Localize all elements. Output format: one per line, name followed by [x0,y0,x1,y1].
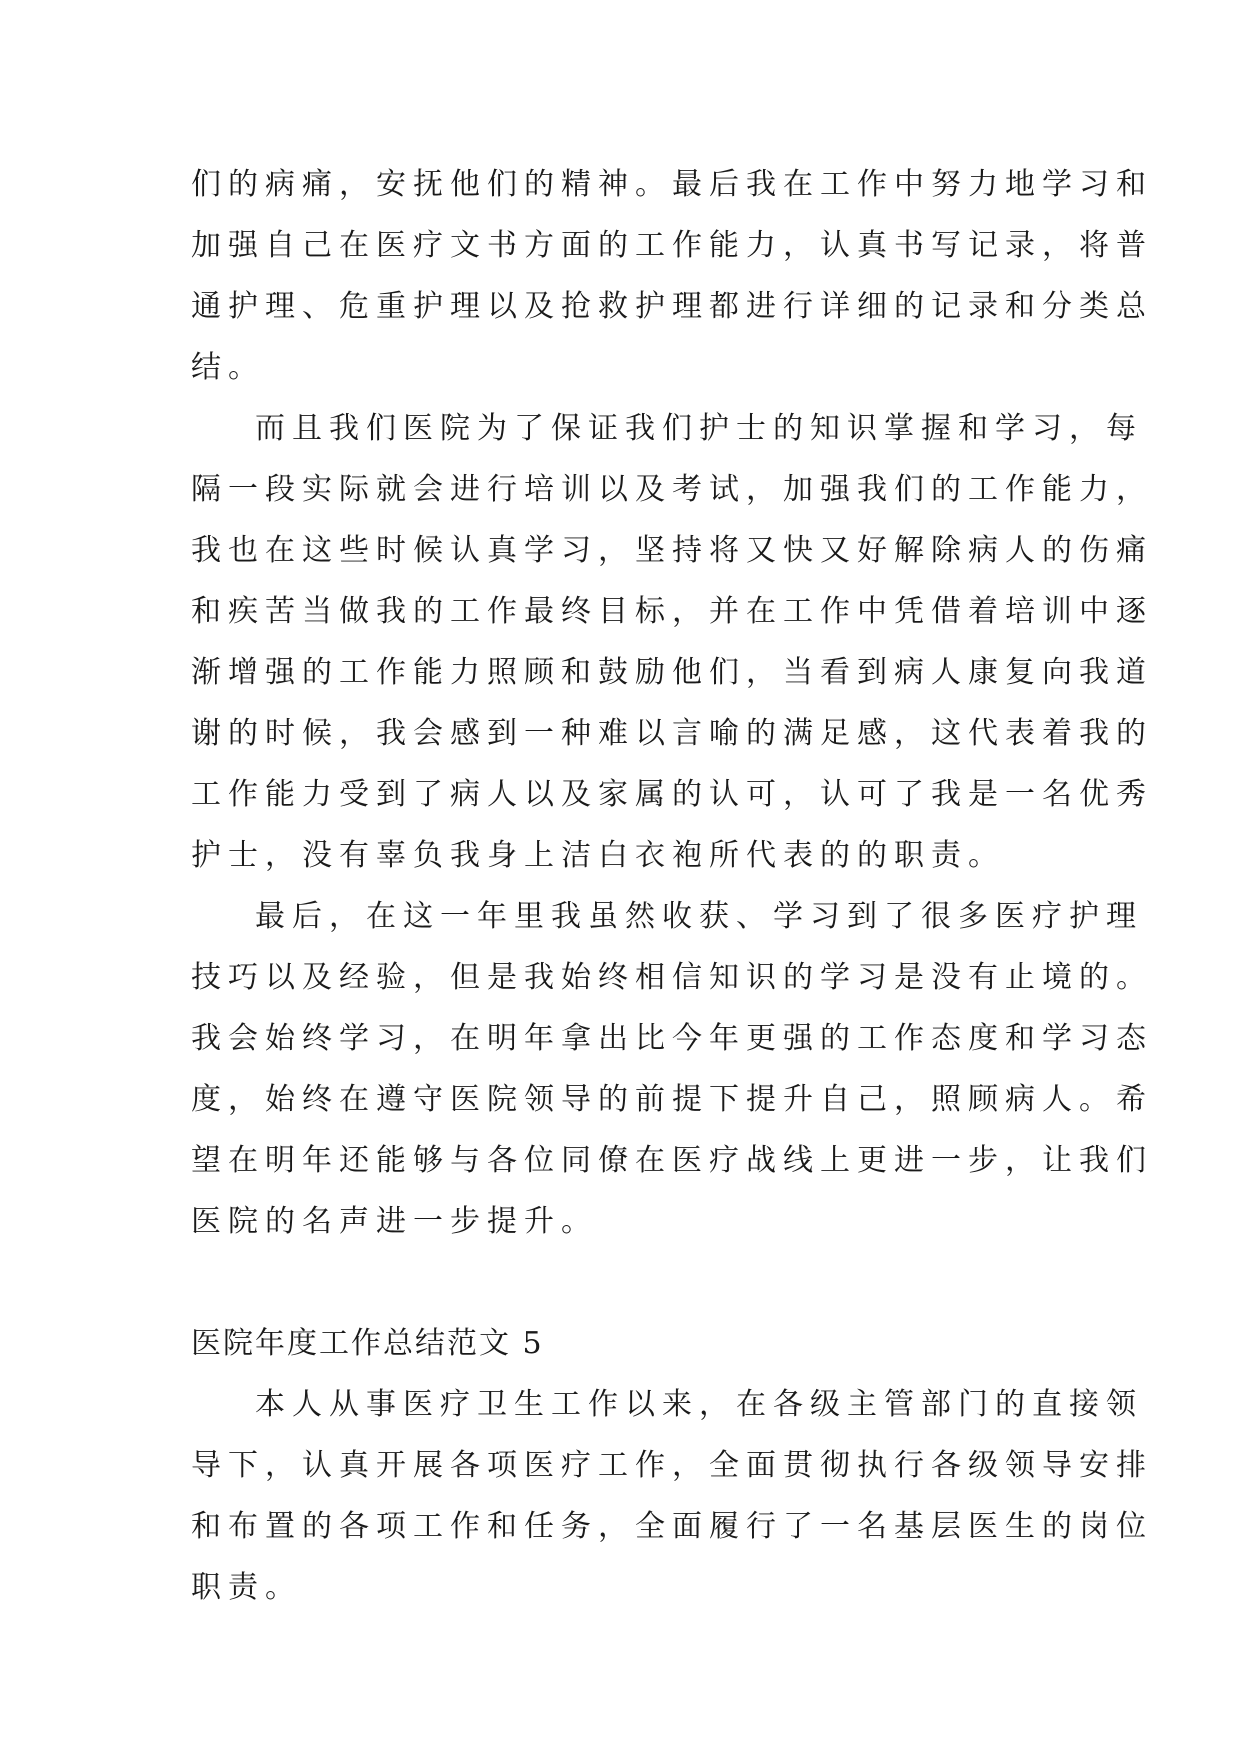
text-line: 我会始终学习，在明年拿出比今年更强的工作态度和学习态 [191,1021,1153,1056]
text-line: 通护理、危重护理以及抢救护理都进行详细的记录和分类总 [191,289,1153,324]
section-spacer [191,1252,1061,1313]
text-line: 护士，没有辜负我身上洁白衣袍所代表的的职责。 [191,838,1005,873]
text-line: 们的病痛，安抚他们的精神。最后我在工作中努力地学习和 [191,167,1153,202]
text-line: 最后，在这一年里我虽然收获、学习到了很多医疗护理 [255,899,1143,934]
paragraph-1 [191,154,1153,398]
text-line: 加强自己在医疗文书方面的工作能力，认真书写记录，将普 [191,228,1153,263]
text-line: 和布置的各项工作和任务，全面履行了一名基层医生的岗位 [191,1509,1153,1544]
text-line: 技巧以及经验，但是我始终相信知识的学习是没有止境的。 [191,960,1153,995]
paragraph-2 [191,398,1153,886]
text-line: 而且我们医院为了保证我们护士的知识掌握和学习，每 [255,411,1143,446]
text-line: 职责。 [191,1570,302,1605]
text-line: 工作能力受到了病人以及家属的认可，认可了我是一名优秀 [191,777,1153,812]
document-body [191,154,1153,1618]
paragraph-4 [191,1374,1153,1618]
text-line: 导下，认真开展各项医疗工作，全面贯彻执行各级领导安排 [191,1448,1153,1483]
paragraph-3 [191,886,1153,1252]
text-line: 度，始终在遵守医院领导的前提下提升自己，照顾病人。希 [191,1082,1153,1117]
text-line: 渐增强的工作能力照顾和鼓励他们，当看到病人康复向我道 [191,655,1153,690]
text-line: 我也在这些时候认真学习，坚持将又快又好解除病人的伤痛 [191,533,1153,568]
section-heading: 医院年度工作总结范文 5 [191,1326,544,1361]
text-line: 医院的名声进一步提升。 [191,1204,598,1239]
text-line: 望在明年还能够与各位同僚在医疗战线上更进一步，让我们 [191,1143,1153,1178]
text-line: 结。 [191,350,265,385]
text-line: 隔一段实际就会进行培训以及考试，加强我们的工作能力， [191,472,1153,507]
text-line: 和疾苦当做我的工作最终目标，并在工作中凭借着培训中逐 [191,594,1153,629]
text-line: 本人从事医疗卫生工作以来，在各级主管部门的直接领 [255,1387,1143,1422]
text-line: 谢的时候，我会感到一种难以言喻的满足感，这代表着我的 [191,716,1153,751]
